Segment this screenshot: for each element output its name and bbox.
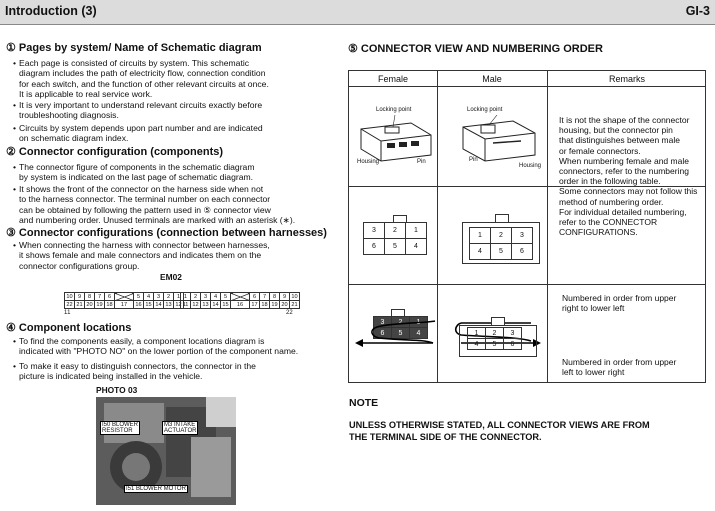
pin: 21 xyxy=(291,301,298,308)
pin: 15 xyxy=(145,301,152,308)
male-pin-label: Pin xyxy=(469,157,478,163)
pin: 6 xyxy=(105,293,115,301)
col-header-male: Male xyxy=(482,74,502,84)
locking-tab xyxy=(231,293,250,301)
pin: 1 xyxy=(174,293,184,301)
pin: 3 xyxy=(374,317,392,328)
pin: 13 xyxy=(165,301,172,308)
col-header-female: Female xyxy=(377,74,408,84)
pin: 2 xyxy=(164,293,174,301)
pin: 16 xyxy=(135,301,142,308)
male-housing-label: Housing xyxy=(519,163,542,169)
section-3-heading: ③ Connector configurations (connection between harnesses) xyxy=(6,227,327,239)
section-2-heading: ② Connector configuration (components) xyxy=(6,146,224,158)
pin: 2 xyxy=(491,228,512,244)
pin: 5 xyxy=(221,293,231,301)
page-header xyxy=(0,0,715,25)
page-number: GI-3 xyxy=(685,4,710,18)
pin: 7 xyxy=(260,293,270,301)
pin: 6 xyxy=(250,293,260,301)
pin: 17 xyxy=(115,301,134,309)
section-1-bullet-3: • Circuits by system depends upon part number and are indicated on schematic diagram index. xyxy=(19,123,263,144)
female-connector-drawing xyxy=(355,115,435,165)
pin: 8 xyxy=(270,293,280,301)
pin: 21 xyxy=(76,301,83,308)
pin: 6 xyxy=(512,244,533,260)
pin: 5 xyxy=(392,328,410,339)
col-divider xyxy=(547,71,548,382)
section-2-bullet-1: • The connector figure of components in the schematic diagram by system is indicated on the last page of schematic diagram. xyxy=(19,162,255,183)
pin: 4 xyxy=(470,244,491,260)
male-pin-grid xyxy=(469,227,533,260)
remark-upper-right-order: Numbered in order from upper right to lower left xyxy=(562,293,677,314)
male-connector-drawing xyxy=(457,115,539,163)
pin: 4 xyxy=(144,293,154,301)
pin: 6 xyxy=(374,328,392,339)
pin: 20 xyxy=(281,301,288,308)
photo-label: PHOTO 03 xyxy=(96,385,138,395)
pin: 1 xyxy=(181,293,191,301)
photo-tag-blower-resistor: I50 BLOWER RESISTOR xyxy=(102,422,139,434)
female-locking-point-label: Locking point xyxy=(376,107,412,113)
locking-tab xyxy=(115,293,134,301)
pin: 18 xyxy=(106,301,113,308)
pin: 4 xyxy=(468,339,486,350)
em02-male-connector xyxy=(180,292,300,309)
section-4-bullet-1: • To find the components easily, a component locations diagram is indicated with "PHOTO NO" on the lower portion of the component name. xyxy=(19,336,298,357)
pin: 11 xyxy=(181,301,191,309)
pin: 5 xyxy=(491,244,512,260)
pin: 1 xyxy=(410,317,428,328)
col-header-remarks: Remarks xyxy=(608,74,645,84)
photo-tag-blower-motor: I51 BLOWER MOTOR xyxy=(126,486,186,492)
remark-upper-left-order: Numbered in order from upper left to lower right xyxy=(562,357,677,378)
section-5-heading: ⑤ CONNECTOR VIEW AND NUMBERING ORDER xyxy=(348,43,603,55)
pin: 14 xyxy=(212,301,219,308)
pin: 15 xyxy=(222,301,229,308)
female-pin-label: Pin xyxy=(417,159,426,165)
pin: 4 xyxy=(410,328,428,339)
pin: 20 xyxy=(86,301,93,308)
pin: 3 xyxy=(504,328,522,339)
pin: 2 xyxy=(392,317,410,328)
em02-male-extra: 22 xyxy=(286,310,293,316)
em02-female-connector xyxy=(64,292,184,309)
pin: 3 xyxy=(364,223,385,239)
pin: 5 xyxy=(385,239,406,255)
pin: 7 xyxy=(95,293,105,301)
male-locking-point-label: Locking point xyxy=(467,107,503,113)
pin: 3 xyxy=(154,293,164,301)
section-2-bullet-2: • It shows the front of the connector on the harness side when not to the harness connector. The terminal number on each connector can be obtained by following the pattern used in ⑤ connector view and numbering order. Unused terminals are marked with an asterisk (∗). xyxy=(19,184,295,226)
remark-pin-explanation: It is not the shape of the connector housing, but the connector pin that distinguishes between male or female connectors. When numbering female and male connectors, refer to the numbering order in the following table. Some connectors may not follow this method of numbering order. For individual detailed numbering, refer to the CONNECTOR CONFIGURATIONS. xyxy=(559,115,698,238)
pin: 5 xyxy=(486,339,504,350)
section-3-bullet-1: • When connecting the harness with connector between harnesses, it shows female and male connectors and indicates them on the connector configurations group. xyxy=(19,240,270,271)
section-1-bullet-2: • It is very important to understand relevant circuits exactly before troubleshooting diagnosis. xyxy=(19,100,262,121)
pin: 10 xyxy=(291,293,298,300)
pin: 2 xyxy=(486,328,504,339)
row-divider xyxy=(349,284,705,285)
pin: 6 xyxy=(364,239,385,255)
pin: 10 xyxy=(66,293,73,300)
pin: 3 xyxy=(512,228,533,244)
pin: 9 xyxy=(280,293,290,301)
connector-view-table xyxy=(348,70,706,383)
pin: 14 xyxy=(155,301,162,308)
section-4-heading: ④ Component locations xyxy=(6,322,132,334)
pin: 1 xyxy=(406,223,427,239)
pin: 16 xyxy=(231,301,250,309)
note-text: UNLESS OTHERWISE STATED, ALL CONNECTOR VIEWS ARE FROM THE TERMINAL SIDE OF THE CONNECTOR. xyxy=(349,420,650,442)
pin: 18 xyxy=(261,301,268,308)
section-1-bullet-1: • Each page is consisted of circuits by system. This schematic diagram includes the path of electricity flow, connection condition for each switch, and the function of other relevant circuits at once. It is applicable to real service work. xyxy=(19,58,269,100)
pin: 2 xyxy=(191,293,201,301)
pin: 19 xyxy=(271,301,278,308)
pin: 2 xyxy=(385,223,406,239)
pin: 4 xyxy=(211,293,221,301)
male-order-pin-grid xyxy=(467,327,522,350)
pin: 1 xyxy=(468,328,486,339)
section-1-heading: ① Pages by system/ Name of Schematic diagram xyxy=(6,42,262,54)
page-title: Introduction (3) xyxy=(5,4,97,18)
pin: 9 xyxy=(75,293,85,301)
pin: 13 xyxy=(202,301,209,308)
pin: 1 xyxy=(470,228,491,244)
pin: 4 xyxy=(406,239,427,255)
pin: 12 xyxy=(192,301,199,308)
pin: 12 xyxy=(175,301,182,308)
note-heading: NOTE xyxy=(349,397,379,409)
em02-label: EM02 xyxy=(160,272,182,282)
row-divider xyxy=(349,86,705,87)
pin: 22 xyxy=(66,301,73,308)
pin: 19 xyxy=(96,301,103,308)
female-housing-label: Housing xyxy=(357,159,380,165)
photo-tag-intake-actuator: M3 INTAKE ACTUATOR xyxy=(164,422,197,434)
pin: 8 xyxy=(85,293,95,301)
component-location-photo xyxy=(96,397,236,505)
pin: 3 xyxy=(201,293,211,301)
pin: 6 xyxy=(504,339,522,350)
em02-female-extra: 11 xyxy=(64,310,71,316)
pin: 5 xyxy=(134,293,144,301)
female-pin-grid xyxy=(363,222,427,255)
pin: 17 xyxy=(251,301,258,308)
section-4-bullet-2: • To make it easy to distinguish connectors, the connector in the picture is indicated being installed in the vehicle. xyxy=(19,361,256,382)
